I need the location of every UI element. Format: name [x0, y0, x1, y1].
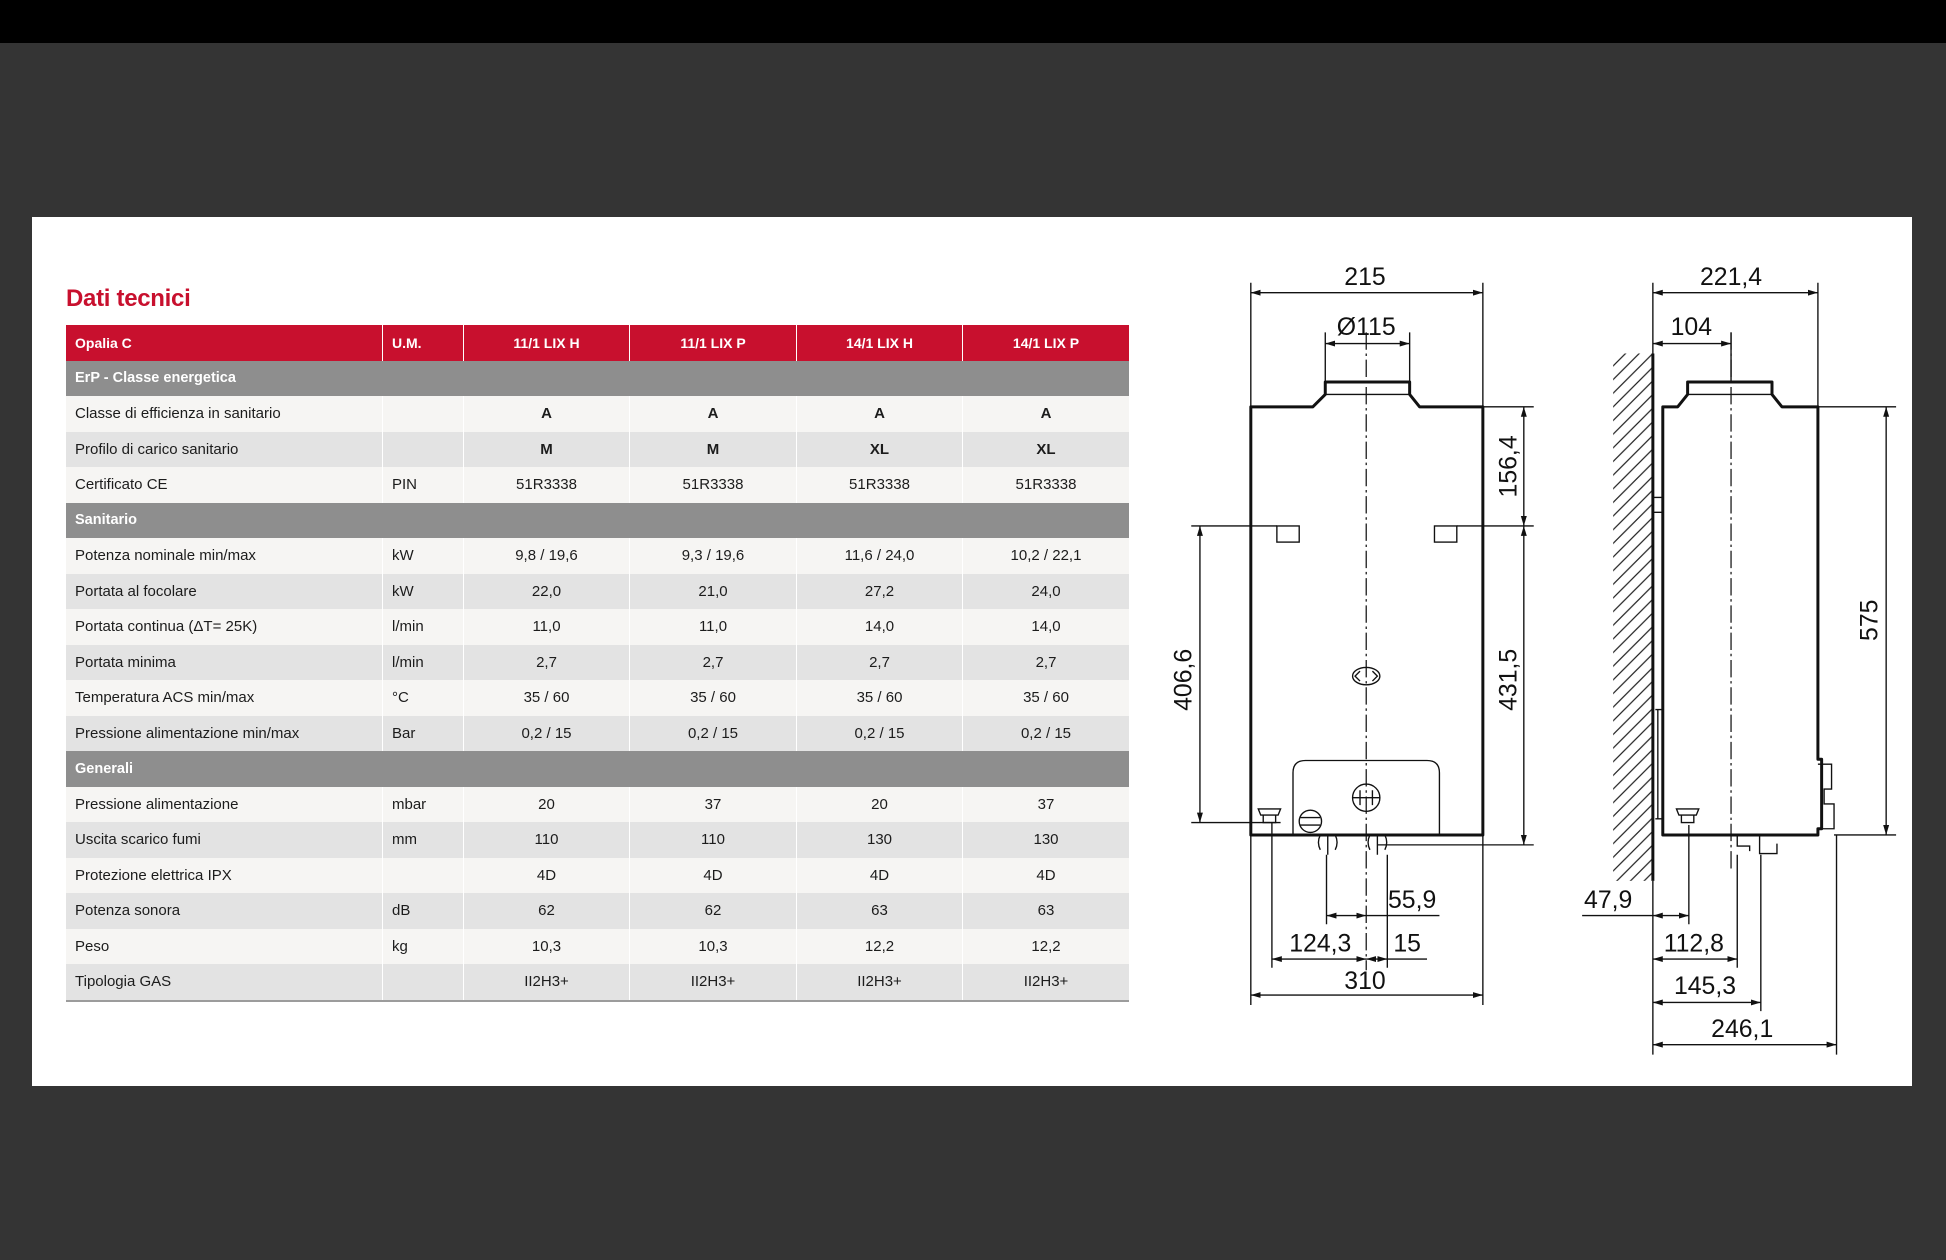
row-value: M [464, 432, 630, 468]
row-label: Classe di efficienza in sanitario [66, 396, 383, 432]
row-value: XL [1036, 440, 1056, 458]
row-value: 14,0 [1031, 618, 1061, 636]
table-row [66, 645, 1129, 681]
table-row [66, 858, 1129, 894]
section-label: ErP - Classe energetica [75, 370, 236, 387]
row-value: II2H3+ [1023, 973, 1069, 991]
row-value: 11,0 [464, 609, 630, 645]
row-label: Portata continua (ΔT= 25K) [66, 609, 383, 645]
row-unit: °C [383, 680, 464, 716]
row-value: 2,7 [797, 645, 963, 681]
row-value: 27,2 [797, 574, 963, 610]
technical-data-table [66, 325, 1129, 1002]
dimension-label-side-offset-b: 112,8 [1663, 930, 1724, 958]
row-value: 4D [464, 858, 630, 894]
dimension-label-connections-to-bottom: 431,5 [1495, 648, 1523, 711]
dimension-label-offset-b: 124,3 [1289, 930, 1352, 958]
row-value: 12,2 [797, 929, 963, 965]
row-value: II2H3+ [630, 964, 797, 1000]
row-value: 2,7 [464, 645, 630, 681]
row-value: 130 [1033, 831, 1059, 849]
row-unit: mm [383, 822, 464, 858]
dimension-label-width-bottom: 310 [1344, 967, 1386, 995]
header-unit: U.M. [383, 325, 464, 361]
row-value: 0,2 / 15 [1020, 724, 1072, 742]
dimension-label-width-top: 215 [1344, 264, 1386, 292]
row-label: Profilo di carico sanitario [66, 432, 383, 468]
table-row [66, 787, 1129, 823]
row-value: 12,2 [1031, 937, 1061, 955]
dimension-label-offset-a: 55,9 [1387, 887, 1437, 915]
gas-valve-circle [1299, 810, 1321, 832]
row-value: 10,3 [630, 929, 797, 965]
row-value: 110 [630, 822, 797, 858]
row-unit [383, 964, 464, 1000]
dimension-label-side-offset-c: 145,3 [1673, 972, 1737, 1000]
row-value: 37 [1037, 795, 1055, 813]
dimension-label-offset-c: 15 [1393, 930, 1421, 958]
row-value: A [797, 396, 963, 432]
section-label: Sanitario [75, 512, 138, 529]
header-product: Opalia C [66, 325, 383, 361]
row-label: Potenza nominale min/max [66, 538, 383, 574]
side-body-outline [1663, 382, 1822, 835]
row-label: Portata minima [66, 645, 383, 681]
water-connections-front [1318, 835, 1386, 855]
row-value: A [1040, 405, 1052, 423]
table-row [66, 396, 1129, 432]
row-value: M [630, 432, 797, 468]
table-row [66, 538, 1129, 574]
row-value: A [464, 396, 630, 432]
row-label: Tipologia GAS [66, 964, 383, 1000]
row-value: II2H3+ [464, 964, 630, 1000]
row-value: 2,7 [630, 645, 797, 681]
row-value: 62 [464, 893, 630, 929]
row-unit: mbar [383, 787, 464, 823]
row-unit: l/min [383, 609, 464, 645]
side-connections [1737, 764, 1834, 853]
dimension-label-flue-offset: 104 [1670, 313, 1713, 341]
row-label: Peso [66, 929, 383, 965]
row-label: Uscita scarico fumi [66, 822, 383, 858]
dimension-label-flue-diameter: Ø115 [1336, 313, 1396, 341]
row-value: 22,0 [464, 574, 630, 610]
table-row [66, 467, 1129, 503]
row-value: 11,6 / 24,0 [797, 538, 963, 574]
row-label: Certificato CE [66, 467, 383, 503]
table-row [66, 574, 1129, 610]
row-value: 0,2 / 15 [797, 716, 963, 752]
row-unit [383, 396, 464, 432]
row-value: 35 / 60 [797, 680, 963, 716]
row-value: 63 [1037, 902, 1055, 920]
row-value: 4D [630, 858, 797, 894]
row-value: 51R3338 [797, 467, 963, 503]
gas-connection-front [1258, 809, 1280, 823]
row-value: II2H3+ [797, 964, 963, 1000]
row-value: 21,0 [630, 574, 797, 610]
row-value: 35 / 60 [464, 680, 630, 716]
header-model-4: 14/1 LIX P [1012, 334, 1080, 351]
datasheet-panel [32, 217, 1912, 1086]
section-title: Dati tecnici [66, 285, 191, 312]
row-unit [383, 858, 464, 894]
side-view [1582, 264, 1896, 1054]
row-value: 35 / 60 [630, 680, 797, 716]
table-header-row [66, 325, 1129, 361]
row-value: 51R3338 [464, 467, 630, 503]
row-value: 62 [630, 893, 797, 929]
row-label: Temperatura ACS min/max [66, 680, 383, 716]
dimension-label-depth-top: 221,4 [1700, 264, 1763, 292]
row-label: Pressione alimentazione [66, 787, 383, 823]
table-row [66, 432, 1129, 468]
table-row [66, 716, 1129, 752]
row-value: 0,2 / 15 [464, 716, 630, 752]
table-row [66, 822, 1129, 858]
row-value: 20 [797, 787, 963, 823]
header-model-2: 11/1 LIX P [630, 325, 797, 361]
row-label: Potenza sonora [66, 893, 383, 929]
row-value: A [630, 396, 797, 432]
row-value: 9,3 / 19,6 [630, 538, 797, 574]
header-model-3: 14/1 LIX H [797, 325, 963, 361]
row-value: 14,0 [797, 609, 963, 645]
row-value: 11,0 [630, 609, 797, 645]
row-unit: kW [383, 538, 464, 574]
row-unit: l/min [383, 645, 464, 681]
top-bar [0, 0, 1946, 43]
row-value: XL [797, 432, 963, 468]
row-unit: PIN [383, 467, 464, 503]
dimension-label-top-to-connections: 156,4 [1495, 435, 1523, 498]
dimension-label-connections-height: 406,6 [1170, 648, 1198, 711]
dimension-label-height: 575 [1856, 599, 1884, 641]
header-model-1: 11/1 LIX H [464, 325, 630, 361]
row-value: 51R3338 [630, 467, 797, 503]
technical-drawing [1154, 248, 1911, 1067]
section-label: Generali [75, 760, 134, 777]
row-value: 0,2 / 15 [630, 716, 797, 752]
row-value: 24,0 [1031, 582, 1061, 600]
row-unit: kW [383, 574, 464, 610]
row-value: 20 [464, 787, 630, 823]
section-row-erp [66, 361, 1129, 397]
table-row [66, 964, 1129, 1002]
row-value: 35 / 60 [1023, 689, 1069, 707]
gas-connection-side [1676, 809, 1698, 823]
row-unit: kg [383, 929, 464, 965]
dimension-label-depth-bottom: 246,1 [1711, 1016, 1774, 1044]
wall-hatching [1613, 353, 1653, 880]
table-row [66, 609, 1129, 645]
row-label: Portata al focolare [66, 574, 383, 610]
row-value: 4D [1036, 866, 1056, 884]
wall-bracket [1653, 497, 1663, 512]
row-label: Protezione elettrica IPX [66, 858, 383, 894]
gas-valve-marks [1300, 818, 1320, 825]
connection-point-right [1434, 526, 1456, 542]
table-row [66, 893, 1129, 929]
row-value: 63 [797, 893, 963, 929]
row-value: 51R3338 [1015, 476, 1077, 494]
row-value: 9,8 / 19,6 [464, 538, 630, 574]
section-row-generali [66, 751, 1129, 787]
row-label: Pressione alimentazione min/max [66, 716, 383, 752]
row-unit: Bar [383, 716, 464, 752]
row-value: 37 [630, 787, 797, 823]
table-row [66, 680, 1129, 716]
row-value: 10,2 / 22,1 [1010, 547, 1082, 565]
front-view [1170, 264, 1533, 1005]
dimension-label-side-offset-a: 47,9 [1584, 887, 1633, 915]
section-row-sanitario [66, 503, 1129, 539]
row-value: 2,7 [1035, 653, 1057, 671]
connection-point-left [1277, 526, 1299, 542]
gas-valve-icon [1299, 810, 1321, 832]
row-unit [383, 432, 464, 468]
row-value: 130 [797, 822, 963, 858]
table-row [66, 929, 1129, 965]
row-value: 4D [797, 858, 963, 894]
row-value: 10,3 [464, 929, 630, 965]
row-unit: dB [383, 893, 464, 929]
row-value: 110 [464, 822, 630, 858]
